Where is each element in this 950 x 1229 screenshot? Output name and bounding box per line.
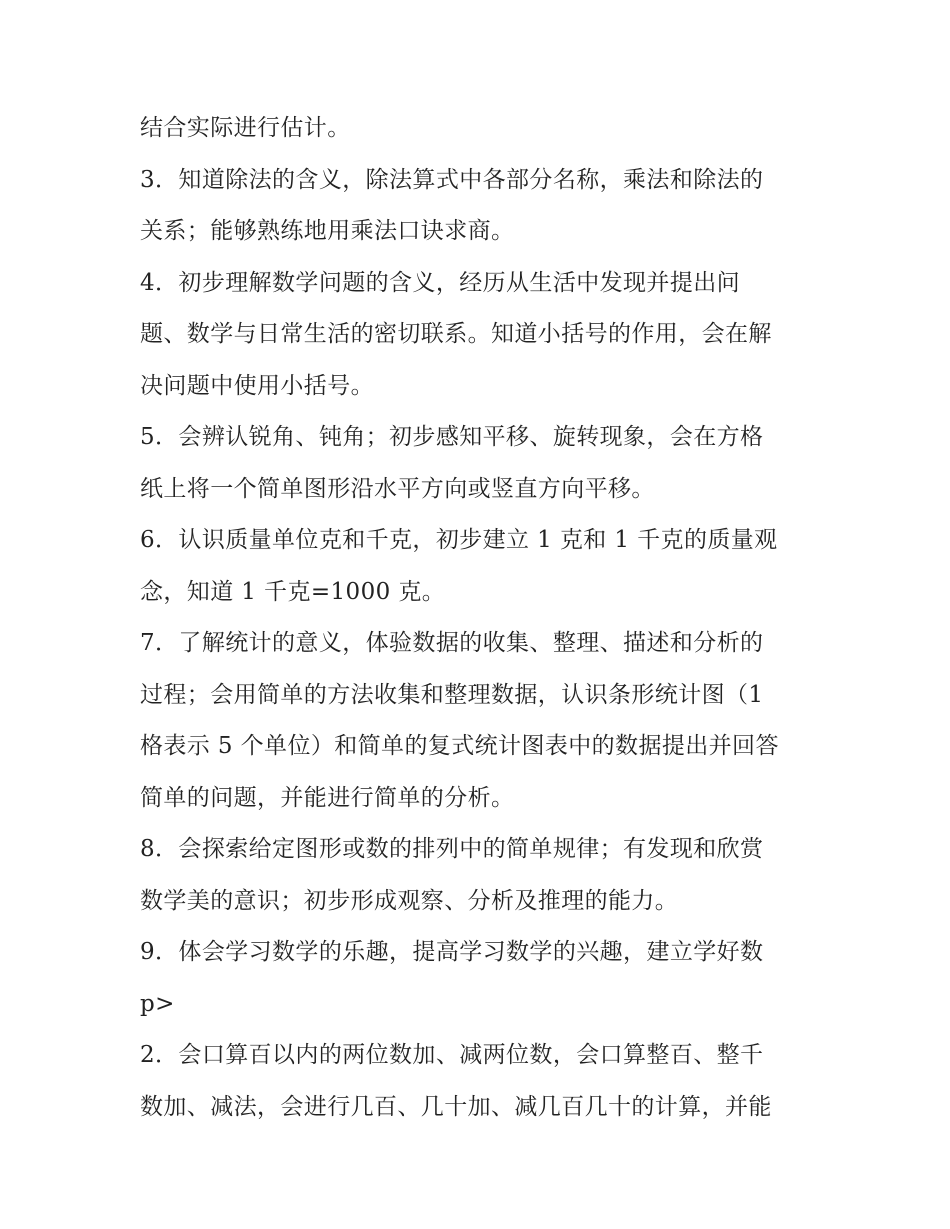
document-body [140,104,820,1134]
text-line: 格表示 5 个单位）和简单的复式统计图表中的数据提出并回答 [140,733,779,759]
text-line: p> [140,990,175,1017]
text-line: 3．知道除法的含义，除法算式中各部分名称，乘法和除法的 [140,166,764,193]
text-line: 9．体会学习数学的乐趣，提高学习数学的兴趣，建立学好数 [140,939,764,965]
text-line: 纸上将一个简单图形沿水平方向或竖直方向平移。 [140,475,655,502]
text-line: 题、数学与日常生活的密切联系。知道小括号的作用，会在解 [140,321,772,347]
text-line: 7．了解统计的意义，体验数据的收集、整理、描述和分析的 [140,630,764,656]
text-line: 念，知道 1 千克=1000 克。 [140,578,446,605]
text-line: 结合实际进行估计。 [140,115,351,141]
text-line: 数学美的意识；初步形成观察、分析及推理的能力。 [140,887,679,914]
text-line: 过程；会用简单的方法收集和整理数据，认识条形统计图（1 [140,681,764,708]
text-line: 简单的问题，并能进行简单的分析。 [140,784,515,811]
text-line: 关系；能够熟练地用乘法口诀求商。 [140,218,515,244]
text-line: 8．会探索给定图形或数的排列中的简单规律；有发现和欣赏 [140,836,764,862]
text-line: 6．认识质量单位克和千克，初步建立 1 克和 1 千克的质量观 [140,527,778,553]
text-line: 数加、减法，会进行几百、几十加、减几百几十的计算，并能 [140,1093,772,1120]
text-line: 决问题中使用小括号。 [140,372,374,399]
text-line: 2．会口算百以内的两位数加、减两位数，会口算整百、整千 [140,1042,764,1068]
text-line: 4．初步理解数学问题的含义，经历从生活中发现并提出问 [140,269,741,296]
text-line: 5．会辨认锐角、钝角；初步感知平移、旋转现象，会在方格 [140,424,764,450]
